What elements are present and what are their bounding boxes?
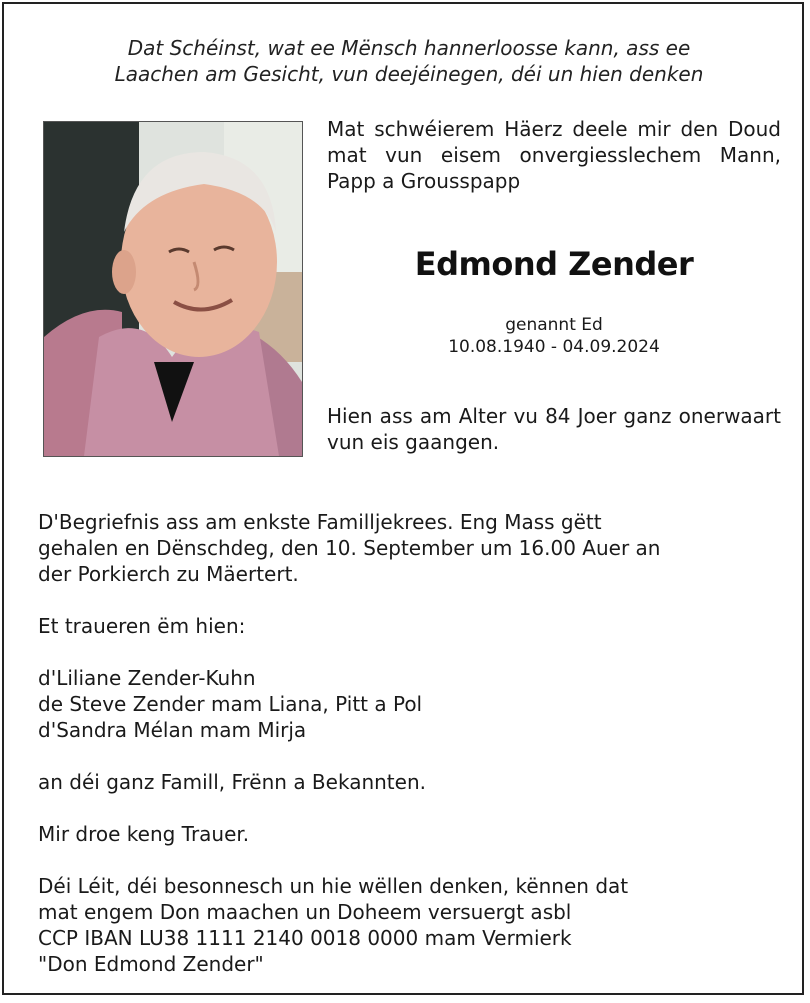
deceased-nickname: genannt Ed (505, 315, 603, 335)
quote-line: Dat Schéinst, wat ee Mënsch hannerloosse kann, ass ee (127, 36, 691, 60)
intro-text: Mat schwéierem Häerz deele mir den Doud mat vun eisem onvergiesslechem Mann, Papp a Grousspapp (327, 117, 781, 193)
obituary-frame (2, 2, 804, 995)
family-line-text: an déi ganz Famill, Frënn a Bekannten. (38, 770, 426, 794)
quote-line: Laachen am Gesicht, vun deejéinegen, déi un hien denken (114, 62, 704, 86)
mourners-heading-text: Et traueren ëm hien: (38, 614, 246, 638)
no-mourning-text: Mir droe keng Trauer. (38, 822, 250, 846)
funeral-line: gehalen en Dënschdeg, den 10. September um 16.00 Auer an (38, 536, 661, 560)
mourners-heading (38, 613, 798, 639)
donation-line: mat engem Don maachen un Doheem versuergt asbl (38, 900, 572, 924)
mourner-item: de Steve Zender mam Liana, Pitt a Pol (38, 692, 423, 716)
mourners-list (38, 665, 798, 743)
no-mourning-note (38, 821, 798, 847)
portrait-photo-icon (44, 122, 302, 456)
deceased-name: Edmond Zender (414, 245, 694, 283)
family-line (38, 769, 798, 795)
funeral-line: D'Begriefnis ass am enkste Familljekrees. Eng Mass gëtt (38, 510, 602, 534)
funeral-line: der Porkierch zu Mäertert. (38, 562, 299, 586)
donation-iban: CCP IBAN LU38 1111 2140 0018 0000 mam Vermierk (38, 926, 572, 950)
mourner-item: d'Sandra Mélan mam Mirja (38, 718, 307, 742)
funeral-notice (38, 509, 798, 587)
memorial-quote (24, 35, 794, 87)
obituary-body (38, 509, 798, 1003)
donation-notice (38, 873, 798, 977)
mourner-item: d'Liliane Zender-Kuhn (38, 666, 256, 690)
portrait-photo (43, 121, 303, 457)
donation-reference: "Don Edmond Zender" (38, 952, 264, 976)
donation-line: Déi Léit, déi besonnesch un hie wëllen denken, kënnen dat (38, 874, 629, 898)
age-text: Hien ass am Alter vu 84 Joer ganz onerwaart vun eis gaangen. (327, 404, 781, 454)
life-dates: 10.08.1940 - 04.09.2024 (448, 337, 660, 357)
